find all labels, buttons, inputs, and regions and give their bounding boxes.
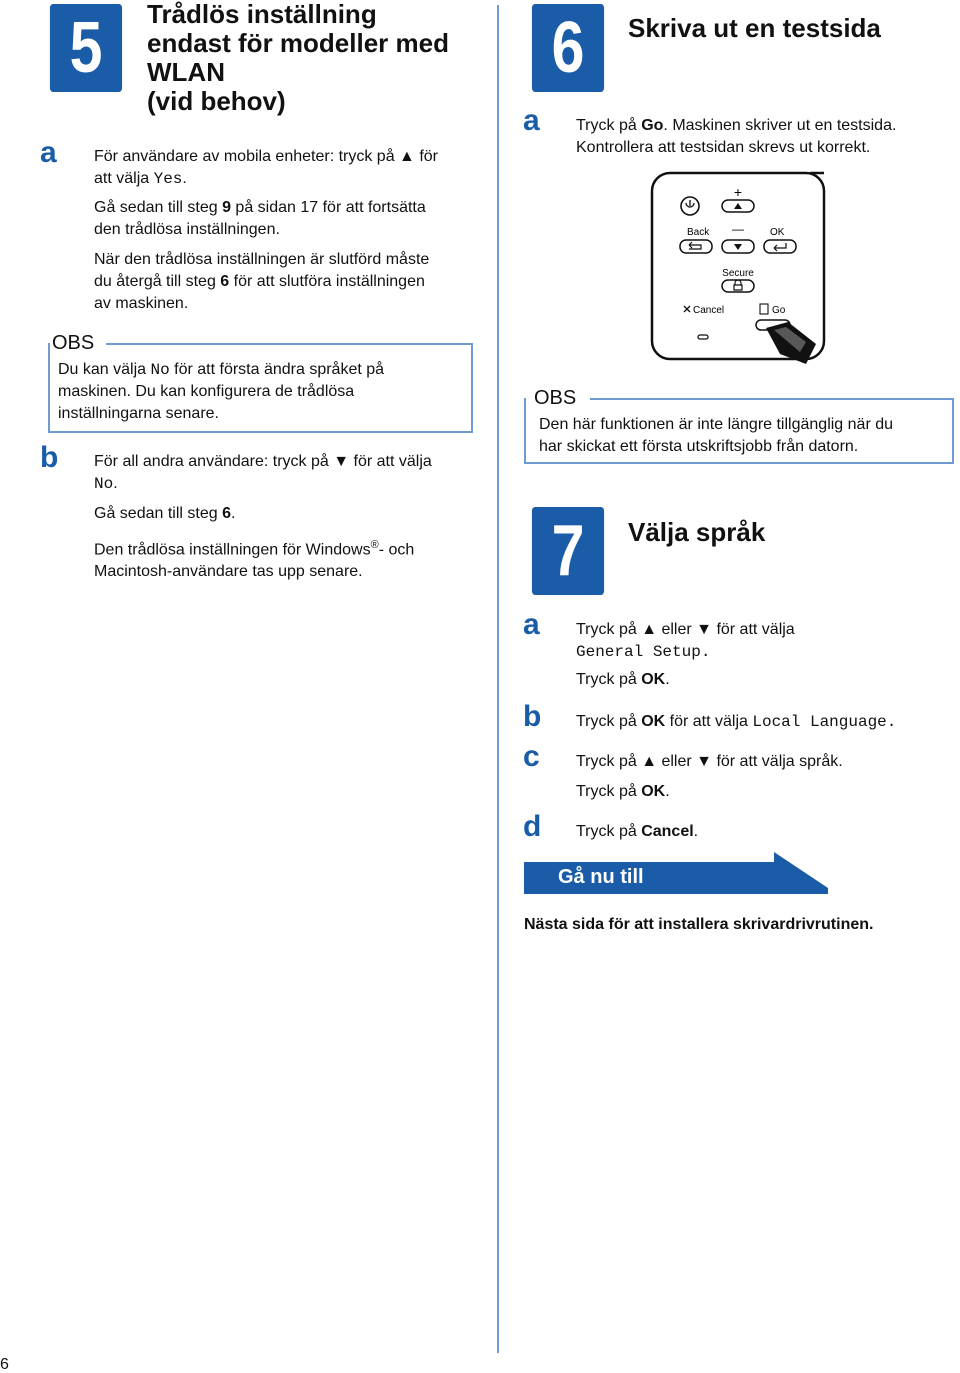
menu-value-no: No (150, 361, 170, 379)
text: för att första ändra språket på (169, 361, 385, 378)
back-label: Back (687, 227, 710, 238)
button-name: OK (641, 713, 666, 730)
text-line: Tryck på ▲ eller ▼ för att välja språk. (576, 753, 843, 770)
step-5b-paragraph-1 (94, 451, 484, 495)
text-line: den trådlösa inställningen. (94, 221, 280, 238)
step-5a-paragraph-3 (94, 249, 484, 315)
text: . (230, 505, 236, 522)
menu-value-general-setup: General Setup. (576, 643, 711, 661)
text: att välja (94, 170, 154, 187)
text-line (94, 197, 484, 219)
secure-label: Secure (722, 268, 754, 279)
ok-label: OK (770, 227, 785, 238)
text: . (665, 671, 670, 688)
text: . (113, 475, 118, 492)
text-line (576, 669, 956, 691)
text-line: Macintosh-användare tas upp senare. (94, 563, 363, 581)
text-line: När den trådlösa inställningen är slutförd måste (94, 251, 430, 268)
step-6-number: 6 (532, 4, 604, 92)
step-7c-paragraph (576, 751, 956, 803)
goto-label: Gå nu till (558, 866, 644, 888)
step-ref: 6 (220, 273, 230, 290)
menu-value-yes: Yes (153, 170, 183, 188)
step-5a-paragraph-1 (94, 146, 484, 190)
text-line (94, 534, 484, 561)
text: . (182, 170, 187, 187)
text: Tryck på (576, 783, 642, 800)
text: Gå sedan till steg (94, 199, 223, 216)
cancel-label: Cancel (693, 305, 725, 316)
menu-value-local-language: Local Language. (752, 713, 897, 731)
text-line (58, 359, 468, 381)
text-line: Tryck på ▲ eller ▼ för att välja (576, 621, 795, 638)
go-label: Go (772, 305, 786, 316)
page-number: 6 (0, 1356, 9, 1373)
step-7-letter-b: b (523, 700, 542, 733)
button-name: Go (641, 117, 664, 134)
obs-text (58, 359, 468, 425)
text: . (665, 783, 670, 800)
step-7d-paragraph (576, 821, 956, 843)
step-5-title-line: endast för modeller med (147, 28, 449, 58)
step-5a-paragraph-2 (94, 197, 484, 241)
step-7b-paragraph (576, 711, 960, 733)
step-7-letter-a: a (523, 608, 540, 641)
text: . Maskinen skriver ut en testsida. (663, 117, 897, 134)
step-7-title: Välja språk (628, 517, 766, 547)
text: Gå sedan till steg (94, 505, 223, 522)
text: på sidan 17 för att fortsätta (230, 199, 426, 216)
text: Du kan välja (58, 361, 151, 378)
button-name: OK (641, 671, 666, 688)
text: Den trådlösa inställningen för Windows (94, 541, 371, 559)
control-panel-illustration (640, 168, 840, 368)
ok-button (764, 240, 796, 253)
column-divider (497, 5, 499, 1353)
step-6-letter-a: a (523, 104, 540, 137)
step-5-title-line: (vid behov) (147, 86, 286, 116)
next-step-text: Nästa sida för att installera skrivardrivrutinen. (524, 916, 874, 933)
text: Tryck på (576, 671, 642, 688)
text-line: maskinen. Du kan konfigurera de trådlösa (58, 383, 355, 400)
text: - och (378, 541, 415, 559)
step-7-letter-d: d (523, 810, 542, 843)
text: Tryck på (576, 823, 642, 840)
step-5-letter-a: a (40, 136, 57, 169)
step-5-title (147, 0, 449, 116)
text: för att slutföra inställningen (229, 273, 425, 290)
obs-title: OBS (534, 387, 577, 409)
text-line (576, 781, 956, 803)
registered-mark: ® (370, 539, 379, 551)
text: . (693, 823, 699, 840)
step-ref: 6 (222, 505, 231, 522)
obs-text (539, 414, 951, 458)
step-6a-paragraph (576, 115, 956, 159)
step-5b-paragraph-2 (94, 503, 484, 525)
back-button (680, 240, 712, 253)
step-ref: 9 (222, 199, 231, 216)
text-line: För all andra användare: tryck på ▼ för att välja (94, 453, 432, 470)
text-line: Kontrollera att testsidan skrevs ut korrekt. (576, 139, 871, 156)
text-line (576, 115, 956, 137)
button-name: OK (641, 783, 666, 800)
text-line (94, 168, 484, 190)
text-line (94, 473, 484, 495)
step-7-letter-c: c (523, 740, 540, 773)
plus-label: + (733, 184, 743, 200)
step-6-title: Skriva ut en testsida (628, 13, 881, 43)
step-5-title-line: WLAN (147, 57, 225, 87)
text: Tryck på (576, 713, 642, 730)
text-line: har skickat ett första utskriftsjobb från datorn. (539, 438, 859, 455)
text: Tryck på (576, 117, 642, 134)
text: för att välja (665, 713, 753, 730)
step-5-title-line: Trådlös inställning (147, 0, 377, 29)
text-line: av maskinen. (94, 295, 189, 312)
step-5-number: 5 (50, 4, 122, 92)
obs-title: OBS (52, 332, 95, 354)
text-line (94, 271, 484, 293)
step-5b-paragraph-3 (94, 534, 484, 583)
text-line: För användare av mobila enheter: tryck på ▲ för (94, 148, 438, 165)
cancel-button (698, 335, 708, 339)
text-line: inställningarna senare. (58, 405, 219, 422)
text: du återgå till steg (94, 273, 221, 290)
menu-value-no: No (94, 475, 114, 493)
text-line: Den här funktionen är inte längre tillgänglig när du (539, 416, 894, 433)
step-7-number: 7 (532, 507, 604, 595)
minus-label: — (732, 222, 744, 236)
button-name: Cancel (641, 823, 694, 840)
step-5-letter-b: b (40, 441, 59, 474)
step-7a-paragraph (576, 619, 956, 691)
